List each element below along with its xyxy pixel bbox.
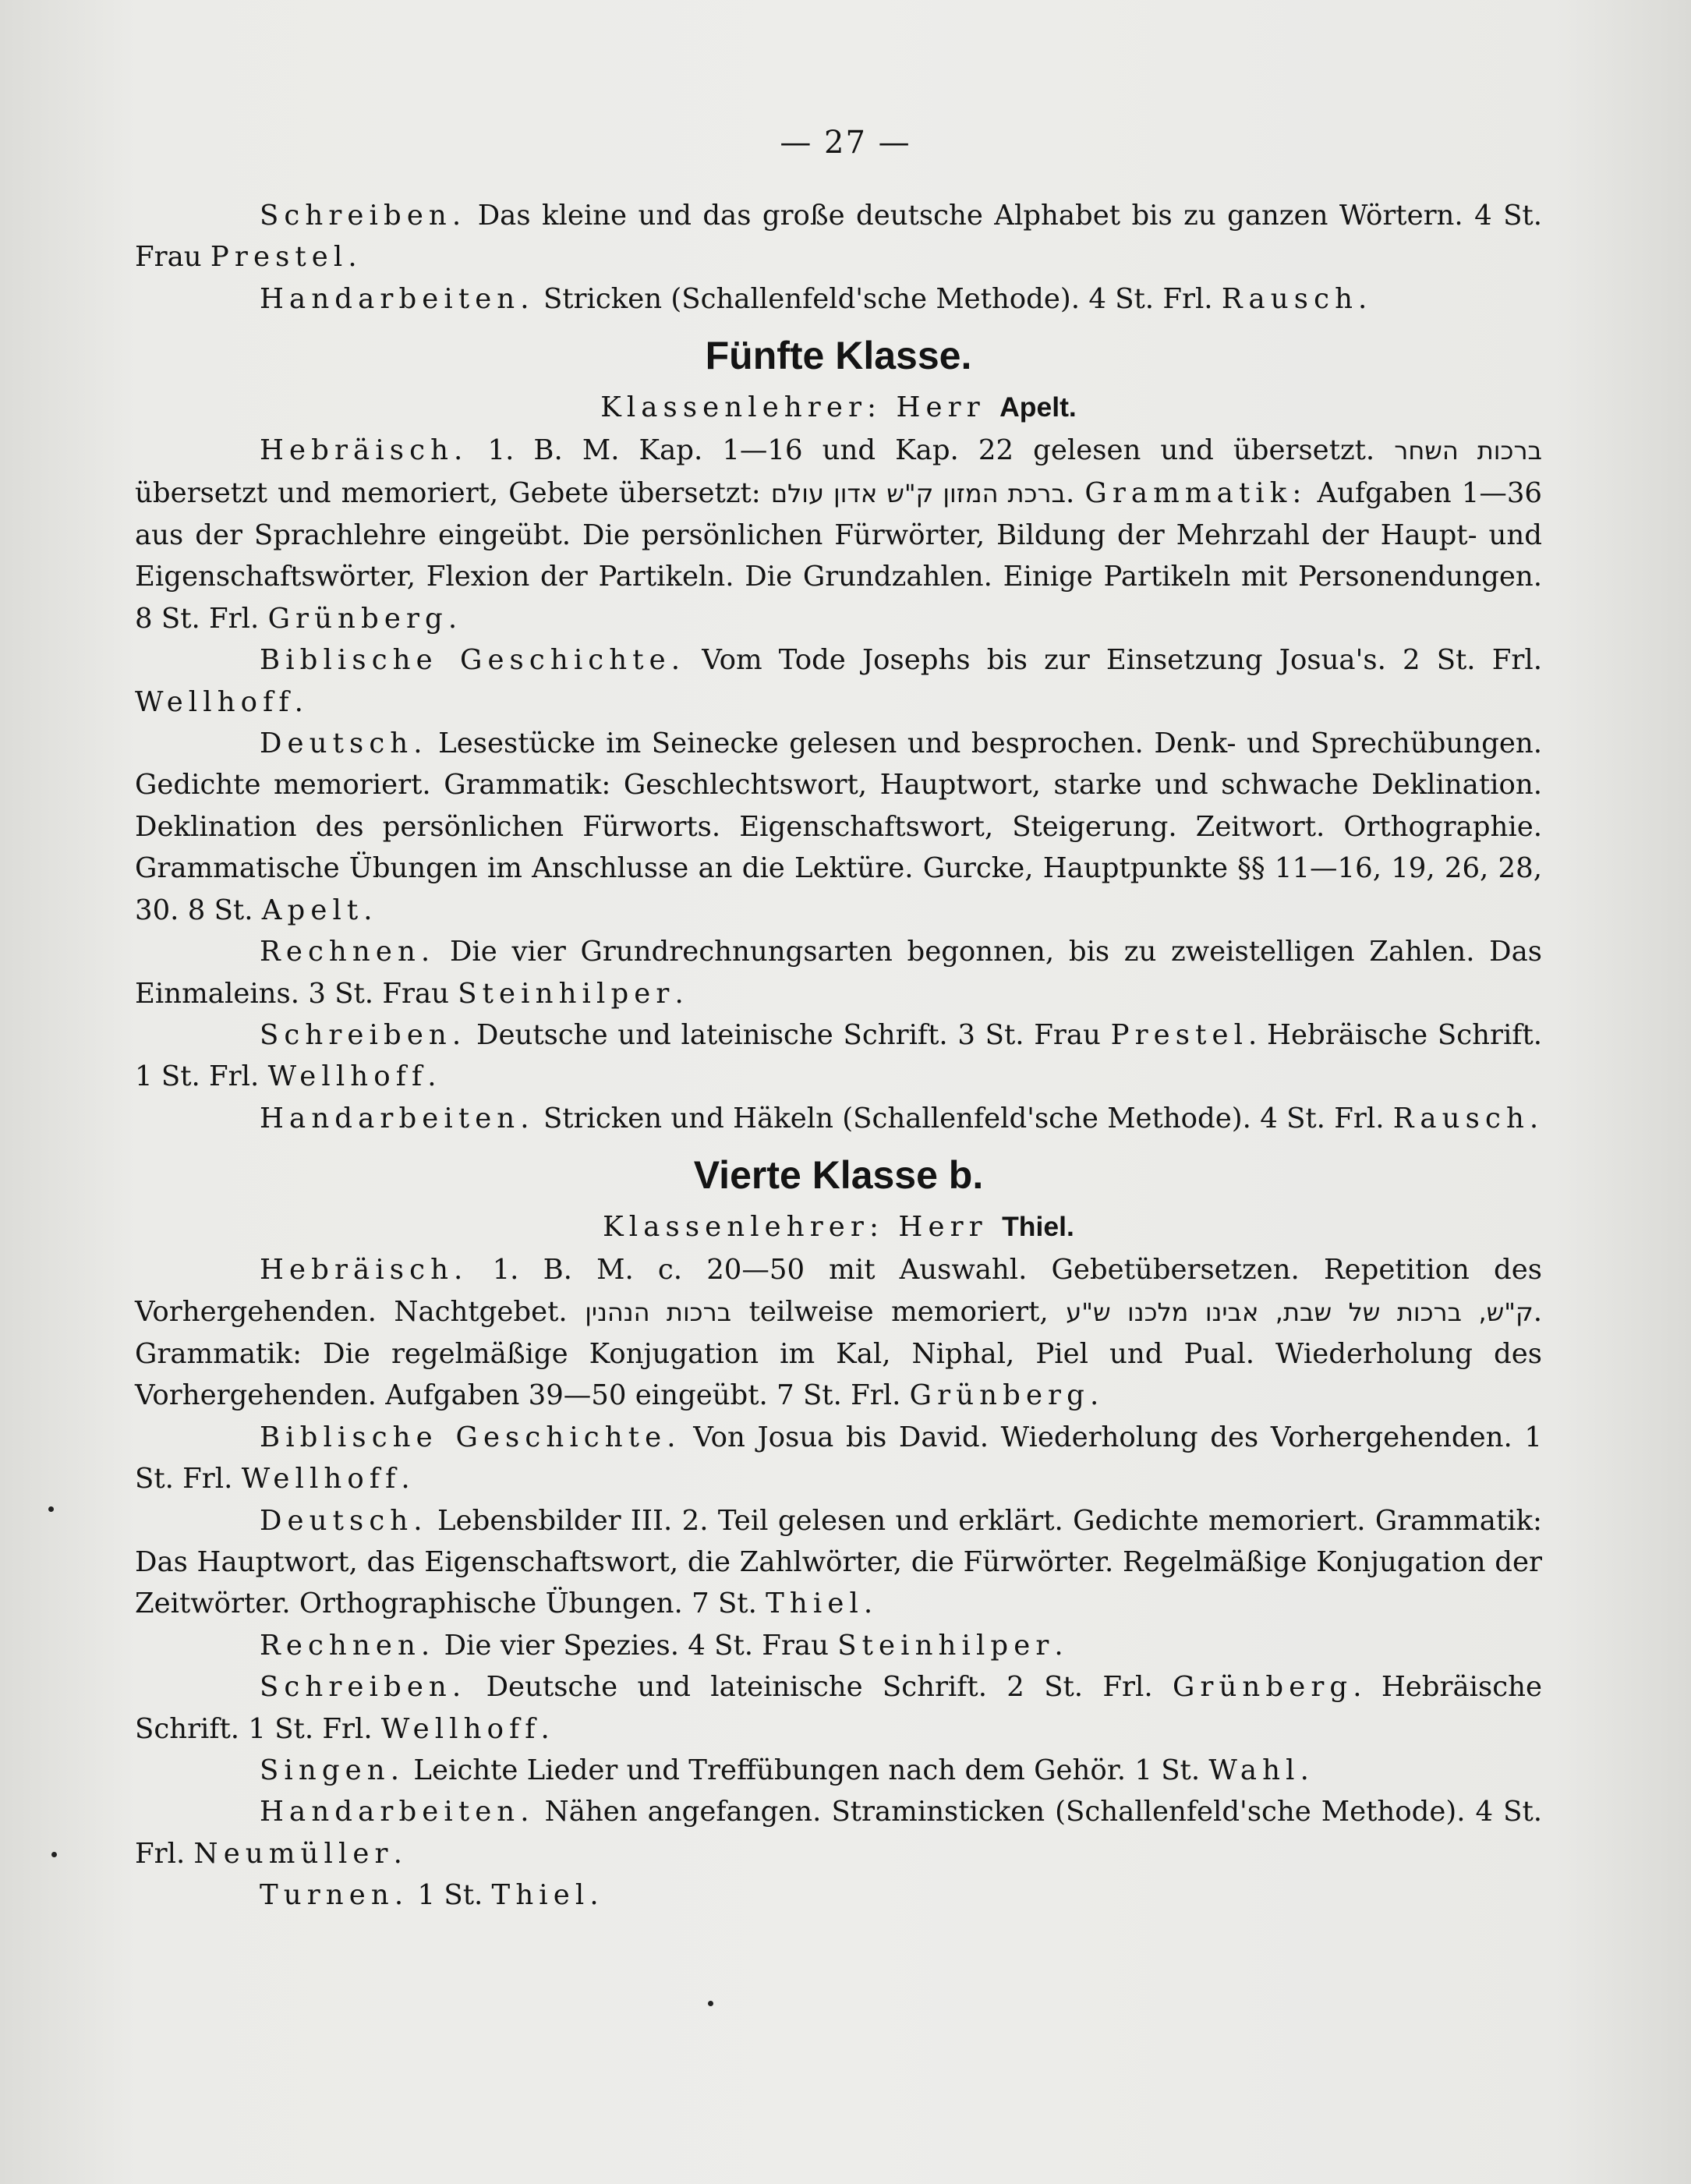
subject-label: Schreiben.: [260, 1671, 467, 1704]
teacher-name: Wellhoff: [267, 1060, 428, 1093]
paragraph-text: Die regelmäßige Konjugation im Kal, Niphal, Piel und Pual. Wiederholung des Vorhergehenden. Aufgaben 39—50 eingeübt. 7 St. Frl.: [135, 1337, 1542, 1412]
grammatik-label: Grammatik:: [1084, 476, 1307, 509]
paragraph-text: Nähen angefangen. Straminsticken (Schallenfeld'sche Methode). 4 St. Frl.: [135, 1796, 1542, 1870]
paragraph-text: Deutsche und lateinische Schrift. 2 St. Frl.: [466, 1671, 1173, 1704]
paragraph-text: übersetzt und memoriert, Gebete übersetzt:: [135, 476, 771, 509]
paragraph-text: Das kleine und das große deutsche Alphabet bis zu ganzen Wörtern. 4 St. Frau: [135, 200, 1542, 274]
paragraph-text: Die vier Grundrechnungsarten begonnen, bis zu zweistelligen Zahlen. Das Einmaleins. 3 St. Frau: [135, 936, 1542, 1010]
teacher-name: Thiel: [766, 1588, 864, 1620]
vierte-hebraeisch-paragraph: [135, 1249, 1542, 1417]
subject-label: Rechnen.: [260, 936, 436, 968]
grammatik-label: Grammatik:: [444, 769, 611, 802]
vierte-handarbeiten-paragraph: [135, 1791, 1542, 1874]
teacher-name: Steinhilper: [837, 1629, 1055, 1662]
teacher-name: Prestel: [1110, 1018, 1249, 1051]
teacher-name: Rausch: [1392, 1102, 1530, 1134]
teacher-name: Wellhoff: [241, 1463, 402, 1496]
paragraph-end: .: [348, 241, 357, 274]
paragraph-end: .: [1054, 1629, 1063, 1662]
vierte-deutsch-paragraph: [135, 1500, 1542, 1625]
subject-label: Biblische Geschichte.: [260, 1421, 681, 1453]
paragraph-text: Stricken und Häkeln (Schallenfeld'sche Methode). 4 St. Frl.: [534, 1102, 1393, 1134]
paragraph-text: Lebensbilder III. 2. Teil gelesen und erklärt. Gedichte memoriert.: [427, 1504, 1375, 1537]
paragraph-end: .: [427, 1060, 437, 1093]
fuenfte-handarbeiten-paragraph: [135, 1098, 1542, 1139]
vierte-turnen-paragraph: [135, 1874, 1542, 1916]
section-heading-fuenfte-klasse: Fünfte Klasse.: [705, 334, 972, 378]
paragraph-end: .: [1300, 1754, 1309, 1786]
paragraph-end: .: [393, 1837, 402, 1870]
subject-label: Schreiben.: [260, 1018, 467, 1051]
teacher-name: Apelt: [261, 894, 364, 926]
paragraph-text: . Hebräische Schrift. 1 St. Frl.: [135, 1018, 1542, 1093]
paragraph-end: .: [863, 1588, 873, 1620]
teacher-name: Thiel: [491, 1879, 590, 1912]
paragraph-end: .: [363, 894, 373, 926]
paragraph-text: Aufgaben 1—36 aus der Sprachlehre eingeübt. Die persönlichen Fürwörter, Bildung der Mehrzahl der Haupt- und Eigenschaftswörter, Flexion der Partikeln. Die Grundzahlen. Einige Partikeln mit Personendungen. 8 St. Frl.: [135, 476, 1542, 635]
class-teacher-name: Apelt.: [999, 391, 1077, 423]
paragraph-end: .: [1529, 1102, 1539, 1134]
top-schreiben-paragraph: [135, 195, 1542, 278]
teacher-name: Steinhilper: [458, 977, 675, 1010]
paragraph-text: . Hebräische Schrift. 1 St. Frl.: [135, 1671, 1542, 1745]
print-speck: [708, 2001, 713, 2006]
vierte-biblisch-paragraph: [135, 1417, 1542, 1500]
class-teacher-name: Thiel.: [1002, 1211, 1074, 1243]
page-body: [135, 195, 1542, 1917]
class-teacher-prefix: Klassenlehrer: Herr: [603, 1211, 1003, 1244]
subject-label: Handarbeiten.: [260, 282, 535, 315]
fuenfte-deutsch-paragraph: [135, 723, 1542, 931]
subject-label: Deutsch.: [260, 1504, 428, 1537]
paragraph-text: Geschlechtswort, Hauptwort, starke und schwache Deklination. Deklination des persönlichen Fürworts. Eigenschaftswort, Steigerung. Zeitwort. Orthographie. Grammatische Übungen im Anschlusse an die Lektüre. Gurcke, Hauptpunkte §§ 11—16, 19, 26, 28, 30. 8 St.: [135, 769, 1542, 926]
vierte-singen-paragraph: [135, 1750, 1542, 1791]
class-teacher-line: [135, 385, 1542, 430]
fuenfte-schreiben-paragraph: [135, 1014, 1542, 1098]
paragraph-text: Leichte Lieder und Treffübungen nach dem Gehör. 1 St.: [405, 1754, 1209, 1786]
grammatik-label: Grammatik:: [1374, 1504, 1542, 1537]
hebrew-text: ק"ש, ברכות של שבת, אבינו מלכנו ש"ע: [1066, 1297, 1534, 1327]
teacher-name: Wellhoff: [135, 685, 295, 718]
page-number: — 27 —: [780, 125, 911, 161]
subject-label: Hebräisch.: [260, 434, 469, 467]
teacher-name: Wellhoff: [380, 1712, 541, 1745]
fuenfte-hebraeisch-paragraph: [135, 430, 1542, 639]
paragraph-end: .: [294, 685, 303, 718]
vierte-schreiben-paragraph: [135, 1666, 1542, 1750]
paragraph-text: .: [1065, 476, 1085, 509]
paragraph-text: Vom Tode Josephs bis zur Einsetzung Josua's. 2 St. Frl.: [685, 644, 1542, 677]
subject-label: Rechnen.: [260, 1629, 436, 1662]
hebrew-text: ברכות השחר: [1394, 436, 1543, 466]
paragraph-end: .: [674, 977, 684, 1010]
paragraph-text: .: [1533, 1295, 1543, 1328]
paragraph-text: Die vier Spezies. 4 St. Frau: [435, 1629, 838, 1662]
paragraph-text: 1. B. M. Kap. 1—16 und Kap. 22 gelesen und übersetzt.: [468, 434, 1395, 467]
paragraph-end: .: [1358, 282, 1367, 315]
grammatik-label: Grammatik:: [135, 1337, 302, 1370]
class-teacher-prefix: Klassenlehrer: Herr: [600, 391, 1000, 424]
paragraph-end: .: [401, 1463, 410, 1496]
subject-label: Schreiben.: [260, 200, 467, 232]
paragraph-text: Stricken (Schallenfeld'sche Methode). 4 St. Frl.: [534, 282, 1222, 315]
teacher-name: Grünberg: [1172, 1671, 1353, 1704]
paragraph-text: Lesestücke im Seinecke gelesen und besprochen. Denk- und Sprechübungen. Gedichte memoriert.: [135, 727, 1542, 802]
paragraph-text: 1 St.: [409, 1879, 492, 1912]
paragraph-text: Von Josua bis David. Wiederholung des Vorhergehenden. 1 St. Frl.: [135, 1421, 1542, 1496]
paragraph-text: Deutsche und lateinische Schrift. 3 St. Frau: [466, 1018, 1111, 1051]
paragraph-text: teilweise memoriert,: [731, 1295, 1067, 1328]
teacher-name: Wahl: [1208, 1754, 1300, 1786]
class-teacher-line: [135, 1205, 1542, 1249]
subject-label: Biblische Geschichte.: [260, 644, 686, 677]
teacher-name: Rausch: [1221, 282, 1359, 315]
hebrew-text: ברכות הנהנין: [585, 1297, 732, 1327]
paragraph-text: 1. B. M. c. 20—50 mit Auswahl. Gebetübersetzen. Repetition des Vorhergehenden. Nachtgebet.: [135, 1254, 1542, 1328]
fuenfte-rechnen-paragraph: [135, 931, 1542, 1014]
subject-label: Deutsch.: [260, 727, 428, 760]
subject-label: Turnen.: [260, 1879, 409, 1912]
subject-label: Handarbeiten.: [260, 1102, 535, 1134]
section-heading-vierte-klasse-b: Vierte Klasse b.: [693, 1153, 984, 1198]
top-handarbeiten-paragraph: [135, 278, 1542, 320]
subject-label: Handarbeiten.: [260, 1796, 535, 1828]
paragraph-end: .: [448, 602, 458, 635]
teacher-name: Prestel: [210, 241, 348, 274]
print-speck: [48, 1506, 54, 1512]
teacher-name: Grünberg: [909, 1379, 1090, 1412]
paragraph-end: .: [589, 1879, 599, 1912]
paragraph-end: .: [1089, 1379, 1099, 1412]
fuenfte-biblisch-paragraph: [135, 639, 1542, 723]
print-speck: [51, 1852, 57, 1857]
paragraph-end: .: [540, 1712, 550, 1745]
vierte-rechnen-paragraph: [135, 1625, 1542, 1666]
subject-label: Hebräisch.: [260, 1254, 469, 1287]
teacher-name: Grünberg: [267, 602, 448, 635]
paragraph-text: Das Hauptwort, das Eigenschaftswort, die Zahlwörter, die Fürwörter. Regelmäßige Konjugation der Zeitwörter. Orthographische Übungen. 7 St.: [135, 1545, 1542, 1620]
subject-label: Singen.: [260, 1754, 405, 1786]
hebrew-text: ברכת המזון ק"ש אדון עולם: [770, 478, 1066, 508]
teacher-name: Neumüller: [193, 1837, 394, 1870]
